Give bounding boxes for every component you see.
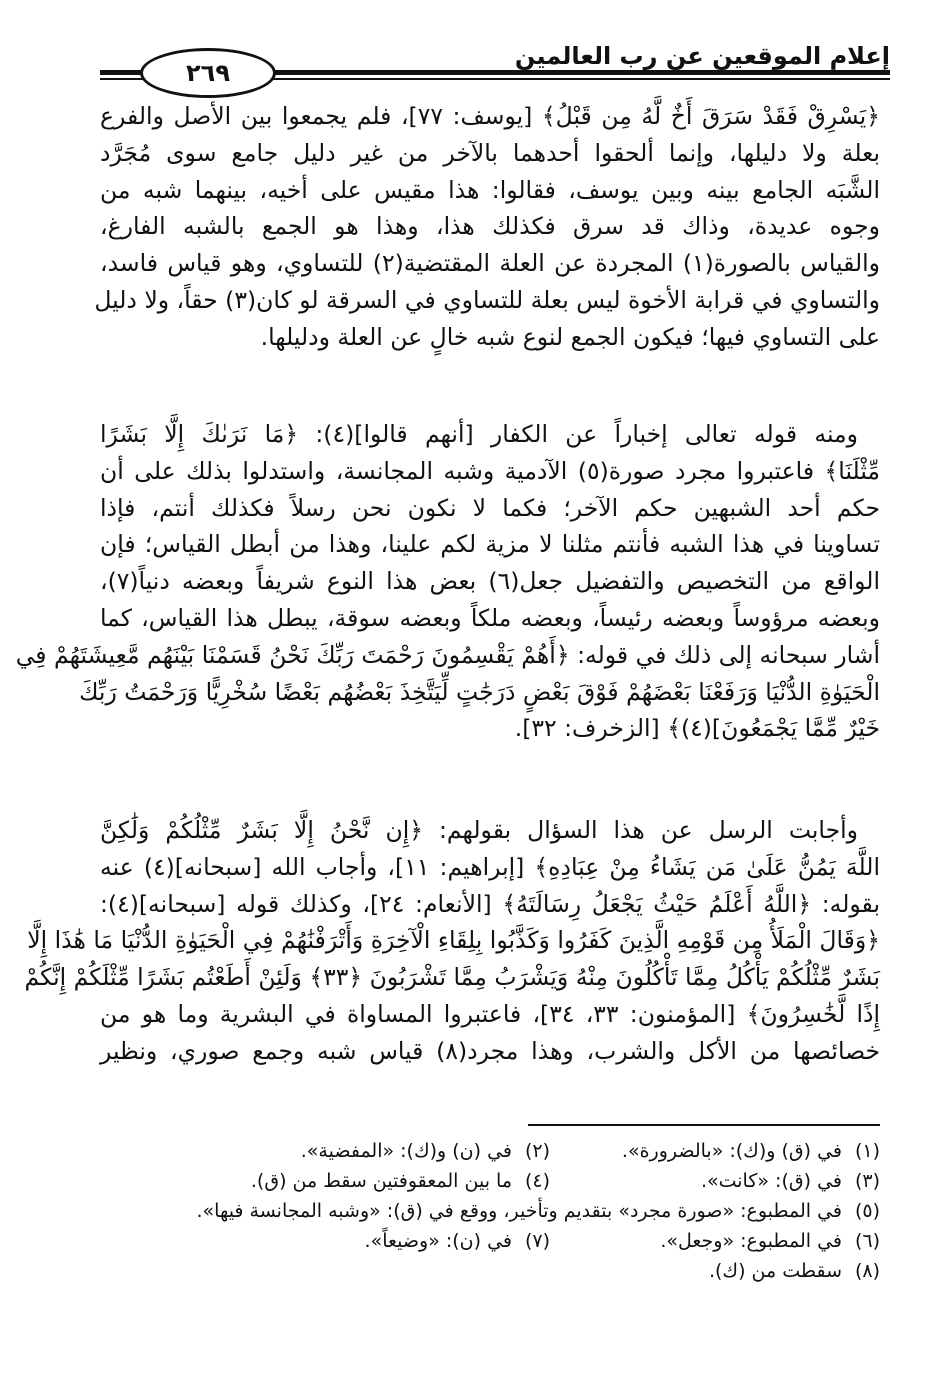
text-line: الواقع من التخصيص والتفضيل جعل(٦) بعض هذا النوع شريفاً وبعضه دنياً(٧)، xyxy=(100,567,881,596)
running-head-title: إعلام الموقعين عن رب العالمين xyxy=(514,42,890,70)
text-line: وبعضه مرؤوساً وبعضه رئيساً، وبعضه ملكاً وبعضه سوقة، يبطل هذا القياس، كما xyxy=(100,603,880,632)
footnote-row xyxy=(140,1166,880,1196)
footnote-6 xyxy=(550,1226,880,1256)
footnote-text: في (ن): «وضيعاً». xyxy=(364,1230,512,1252)
footnote-8 xyxy=(550,1256,880,1286)
paragraph-1 xyxy=(94,98,880,356)
text-line: الْحَيَوٰةِ الدُّنْيَا وَرَفَعْنَا بَعْضَهُمْ فَوْقَ بَعْضٍ دَرَجَٰتٍ لِّيَتَّخِذَ بَعْضُهُم بَعْضًا سُخْرِيًّا وَرَحْمَتُ رَبِّكَ xyxy=(79,677,880,706)
text-line: خصائصها من الأكل والشرب، وهذا مجرد(٨) قياس شبه وجمع صوري، ونظير xyxy=(100,1036,881,1065)
text-line: ومنه قوله تعالى إخباراً عن الكفار [أنهم قالوا](٤): ﴿مَا نَرَىٰكَ إِلَّا بَشَرًا xyxy=(100,420,858,448)
text-line: وأجابت الرسل عن هذا السؤال بقولهم: ﴿إِن نَّحْنُ إِلَّا بَشَرٌ مِّثْلُكُمْ وَلَٰكِنَّ xyxy=(100,816,858,844)
footnote-number: (٧) xyxy=(524,1230,550,1252)
footnote-divider xyxy=(528,1124,880,1126)
paragraph-3 xyxy=(24,812,881,1070)
page-header xyxy=(90,38,890,90)
text-line: تساوينا في هذا الشبه فأنتم مثلنا لا مزية لكم علينا، وهذا من أبطل القياس؛ فإن xyxy=(100,530,880,559)
footnote-text: سقطت من (ك). xyxy=(708,1260,842,1282)
text-line: بعلة ولا دليلها، وإنما ألحقوا أحدهما بالآخر من غير دليل جامع سوى مُجَرَّد xyxy=(100,138,880,167)
footnote-7 xyxy=(220,1226,550,1256)
text-line: اللَّهَ يَمُنُّ عَلَىٰ مَن يَشَاءُ مِنْ عِبَادِهِ﴾ [إبراهيم: ١١]، وأجاب الله [سبحانه](٤) عنه xyxy=(100,852,880,881)
text-line: بقوله: ﴿اللَّهُ أَعْلَمُ حَيْثُ يَجْعَلُ رِسَالَتَهُ﴾ [الأنعام: ٢٤]، وكذلك قوله [سبحانه](٤): xyxy=(100,889,880,918)
footnote-number: (٦) xyxy=(854,1230,880,1252)
footnote-number: (٥) xyxy=(854,1200,880,1222)
footnote-number: (٤) xyxy=(524,1170,550,1192)
footnote-text: ما بين المعقوفتين سقط من (ق). xyxy=(250,1170,512,1192)
footnote-3 xyxy=(550,1166,880,1196)
footnote-2 xyxy=(220,1136,550,1166)
text-line: وجوه عديدة، وذاك قد سرق فكذلك هذا، وهذا هو الجمع بالشبه الفارغ، xyxy=(100,212,880,241)
footnote-text: في المطبوع: «صورة مجرد» بتقديم وتأخير، ووقع في (ق): «وشبه المجانسة فيها». xyxy=(196,1200,842,1222)
text-line: خَيْرٌ مِّمَّا يَجْمَعُونَ](٤)﴾ [الزخرف: ٣٢]. xyxy=(514,714,880,743)
footnote-5 xyxy=(196,1196,880,1226)
footnote-number: (٨) xyxy=(854,1260,880,1282)
text-line: حكم أحد الشبهين حكم الآخر؛ فكما لا نكون نحن رسلاً فكذلك أنتم، فإذا xyxy=(100,493,880,522)
paragraph-2 xyxy=(15,416,881,747)
footnote-number: (١) xyxy=(854,1140,880,1162)
text-line: ﴿يَسْرِقْ فَقَدْ سَرَقَ أَخٌ لَّهُ مِن قَبْلُ﴾ [يوسف: ٧٧]، فلم يجمعوا بين الأصل والفرع xyxy=(100,102,880,130)
text-line: مِّثْلَنَا﴾ فاعتبروا مجرد صورة(٥) الآدمية وشبه المجانسة، واستدلوا بذلك على أن xyxy=(100,456,880,485)
text-line: إِذًا لَّخَٰسِرُونَ﴾ [المؤمنون: ٣٣، ٣٤]، فاعتبروا المساواة في البشرية وما هو من xyxy=(100,999,880,1028)
footnote-1 xyxy=(550,1136,880,1166)
footnote-row xyxy=(140,1196,880,1226)
footnote-row xyxy=(140,1136,880,1166)
footnote-row xyxy=(140,1226,880,1256)
footnote-text: في (ق): «كانت». xyxy=(700,1170,842,1192)
text-line: أشار سبحانه إلى ذلك في قوله: ﴿أَهُمْ يَقْسِمُونَ رَحْمَتَ رَبِّكَ نَحْنُ قَسَمْنَا بَيْنَهُم مَّعِيشَتَهُمْ فِي xyxy=(15,640,880,669)
text-line: ﴿وَقَالَ الْمَلَأُ مِن قَوْمِهِ الَّذِينَ كَفَرُوا وَكَذَّبُوا بِلِقَاءِ الْآخِرَةِ وَأَتْرَفْنَٰهُمْ فِي الْحَيَوٰةِ الدُّنْيَا مَا هَٰذَا إِلَّا xyxy=(27,926,880,955)
footnote-text: في (ق) و(ك): «بالضرورة». xyxy=(621,1140,842,1162)
text-line: والقياس بالصورة(١) المجردة عن العلة المقتضية(٢) للتساوي، وهو قياس فاسد، xyxy=(100,249,880,278)
footnote-4 xyxy=(220,1166,550,1196)
footnote-text: في (ن) و(ك): «المفضية». xyxy=(300,1140,512,1162)
text-line: بَشَرٌ مِّثْلُكُمْ يَأْكُلُ مِمَّا تَأْكُلُونَ مِنْهُ وَيَشْرَبُ مِمَّا تَشْرَبُونَ ﴿٣٣﴾ وَلَئِنْ أَطَعْتُم بَشَرًا مِّثْلَكُمْ إِنَّكُمْ xyxy=(24,963,880,992)
text-line: والتساوي في قرابة الأخوة ليس بعلة للتساوي في السرقة لو كان(٣) حقاً، ولا دليل xyxy=(94,285,880,314)
text-line: الشَّبَه الجامع بينه وبين يوسف، فقالوا: هذا مقيس على أخيه، بينهما شبه من xyxy=(100,175,880,204)
text-line: على التساوي فيها؛ فيكون الجمع لنوع شبه خالٍ عن العلة ودليلها. xyxy=(260,322,880,351)
footnote-row xyxy=(140,1256,880,1286)
footnote-number: (٢) xyxy=(524,1140,550,1162)
footnote-number: (٣) xyxy=(854,1170,880,1192)
footnote-text: في المطبوع: «وجعل». xyxy=(660,1230,842,1252)
footnotes xyxy=(140,1136,880,1286)
page-number: ٢٦٩ xyxy=(140,48,276,98)
